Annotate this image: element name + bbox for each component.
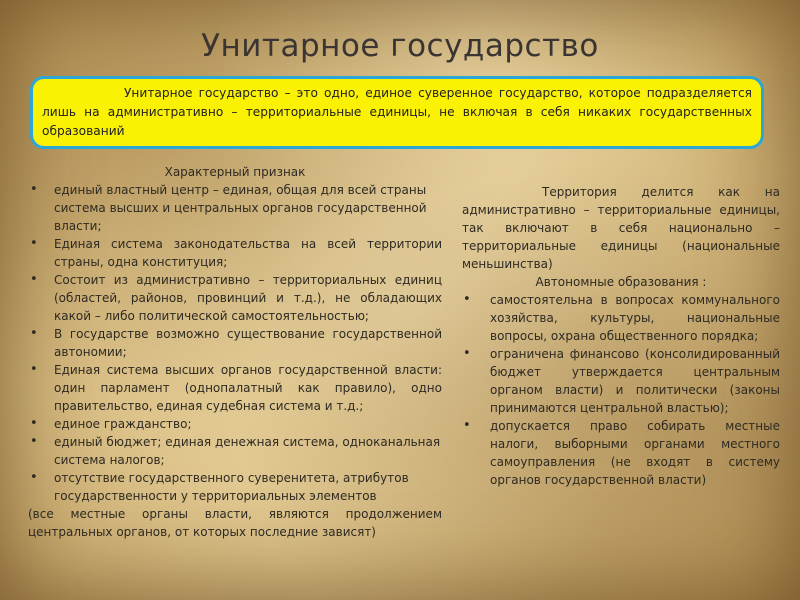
list-item-text: единый властный центр – единая, общая для всей страны система высших и центральных органов государственной власти; (54, 183, 427, 233)
bullet-icon: • (30, 470, 38, 485)
list-item-text: В государстве возможно существование государственной автономии; (54, 327, 442, 359)
bullet-icon: • (30, 434, 38, 449)
list-item-text: ограничена финансово (консолидированный бюджет утверждается центральным органом власти) и политически (законы принимаются центральной властью); (490, 347, 780, 415)
bullet-icon: • (30, 362, 38, 377)
right-list (462, 291, 780, 489)
left-column (28, 163, 442, 541)
list-item (28, 235, 442, 271)
right-subheading: Автономные образования : (535, 275, 707, 289)
list-item (462, 417, 780, 489)
list-item-text: самостоятельна в вопросах коммунального хозяйства, культуры, национальные вопросы, охрана общественного порядка; (490, 293, 780, 343)
list-item (462, 291, 780, 345)
definition-box: Унитарное государство – это одно, единое суверенное государство, которое подразделяется лишь на административно – территориальные единицы, не включая в себя никаких государственных образований (30, 76, 764, 149)
bullet-icon: • (30, 272, 38, 287)
list-item (28, 325, 442, 361)
bullet-icon: • (30, 182, 38, 197)
list-item (28, 361, 442, 415)
list-item-text: единый бюджет; единая денежная система, одноканальная система налогов; (54, 435, 441, 467)
bullet-icon: • (463, 418, 471, 433)
list-item-text: допускается право собирать местные налоги, выборными органами местного самоуправления (не входят в систему органов государственной власти) (490, 419, 780, 487)
left-heading: Характерный признак (164, 165, 306, 179)
bullet-icon: • (463, 346, 471, 361)
list-item (28, 469, 442, 505)
list-item-text: отсутствие государственного суверенитета, атрибутов государственности у территориальных элементов (54, 471, 409, 503)
list-item-text: Состоит из административно – территориальных единиц (областей, районов, провинций и т.д.), не обладающих какой – либо политической самостоятельностью; (54, 273, 442, 323)
left-footer: (все местные органы власти, являются продолжением центральных органов, от которых последние зависят) (28, 507, 442, 539)
list-item (28, 415, 442, 433)
right-intro: Территория делится как на административно – территориальные единицы, так включают в себя национально – территориальные единицы (национальные меньшинства) (462, 185, 780, 271)
page-title: Унитарное государство (201, 28, 599, 64)
list-item-text: Единая система высших органов государственной власти: один парламент (однопалатный как правило), одно правительство, единая судебная система и т.д.; (54, 363, 442, 413)
list-item (462, 345, 780, 417)
bullet-icon: • (30, 326, 38, 341)
list-item-text: единое гражданство; (54, 417, 192, 431)
list-item (28, 181, 442, 235)
left-list (28, 181, 442, 505)
list-item-text: Единая система законодательства на всей территории страны, одна конституция; (54, 237, 442, 269)
bullet-icon: • (30, 416, 38, 431)
bullet-icon: • (463, 292, 471, 307)
list-item (28, 271, 442, 325)
bullet-icon: • (30, 236, 38, 251)
list-item (28, 433, 442, 469)
right-column (462, 183, 780, 489)
